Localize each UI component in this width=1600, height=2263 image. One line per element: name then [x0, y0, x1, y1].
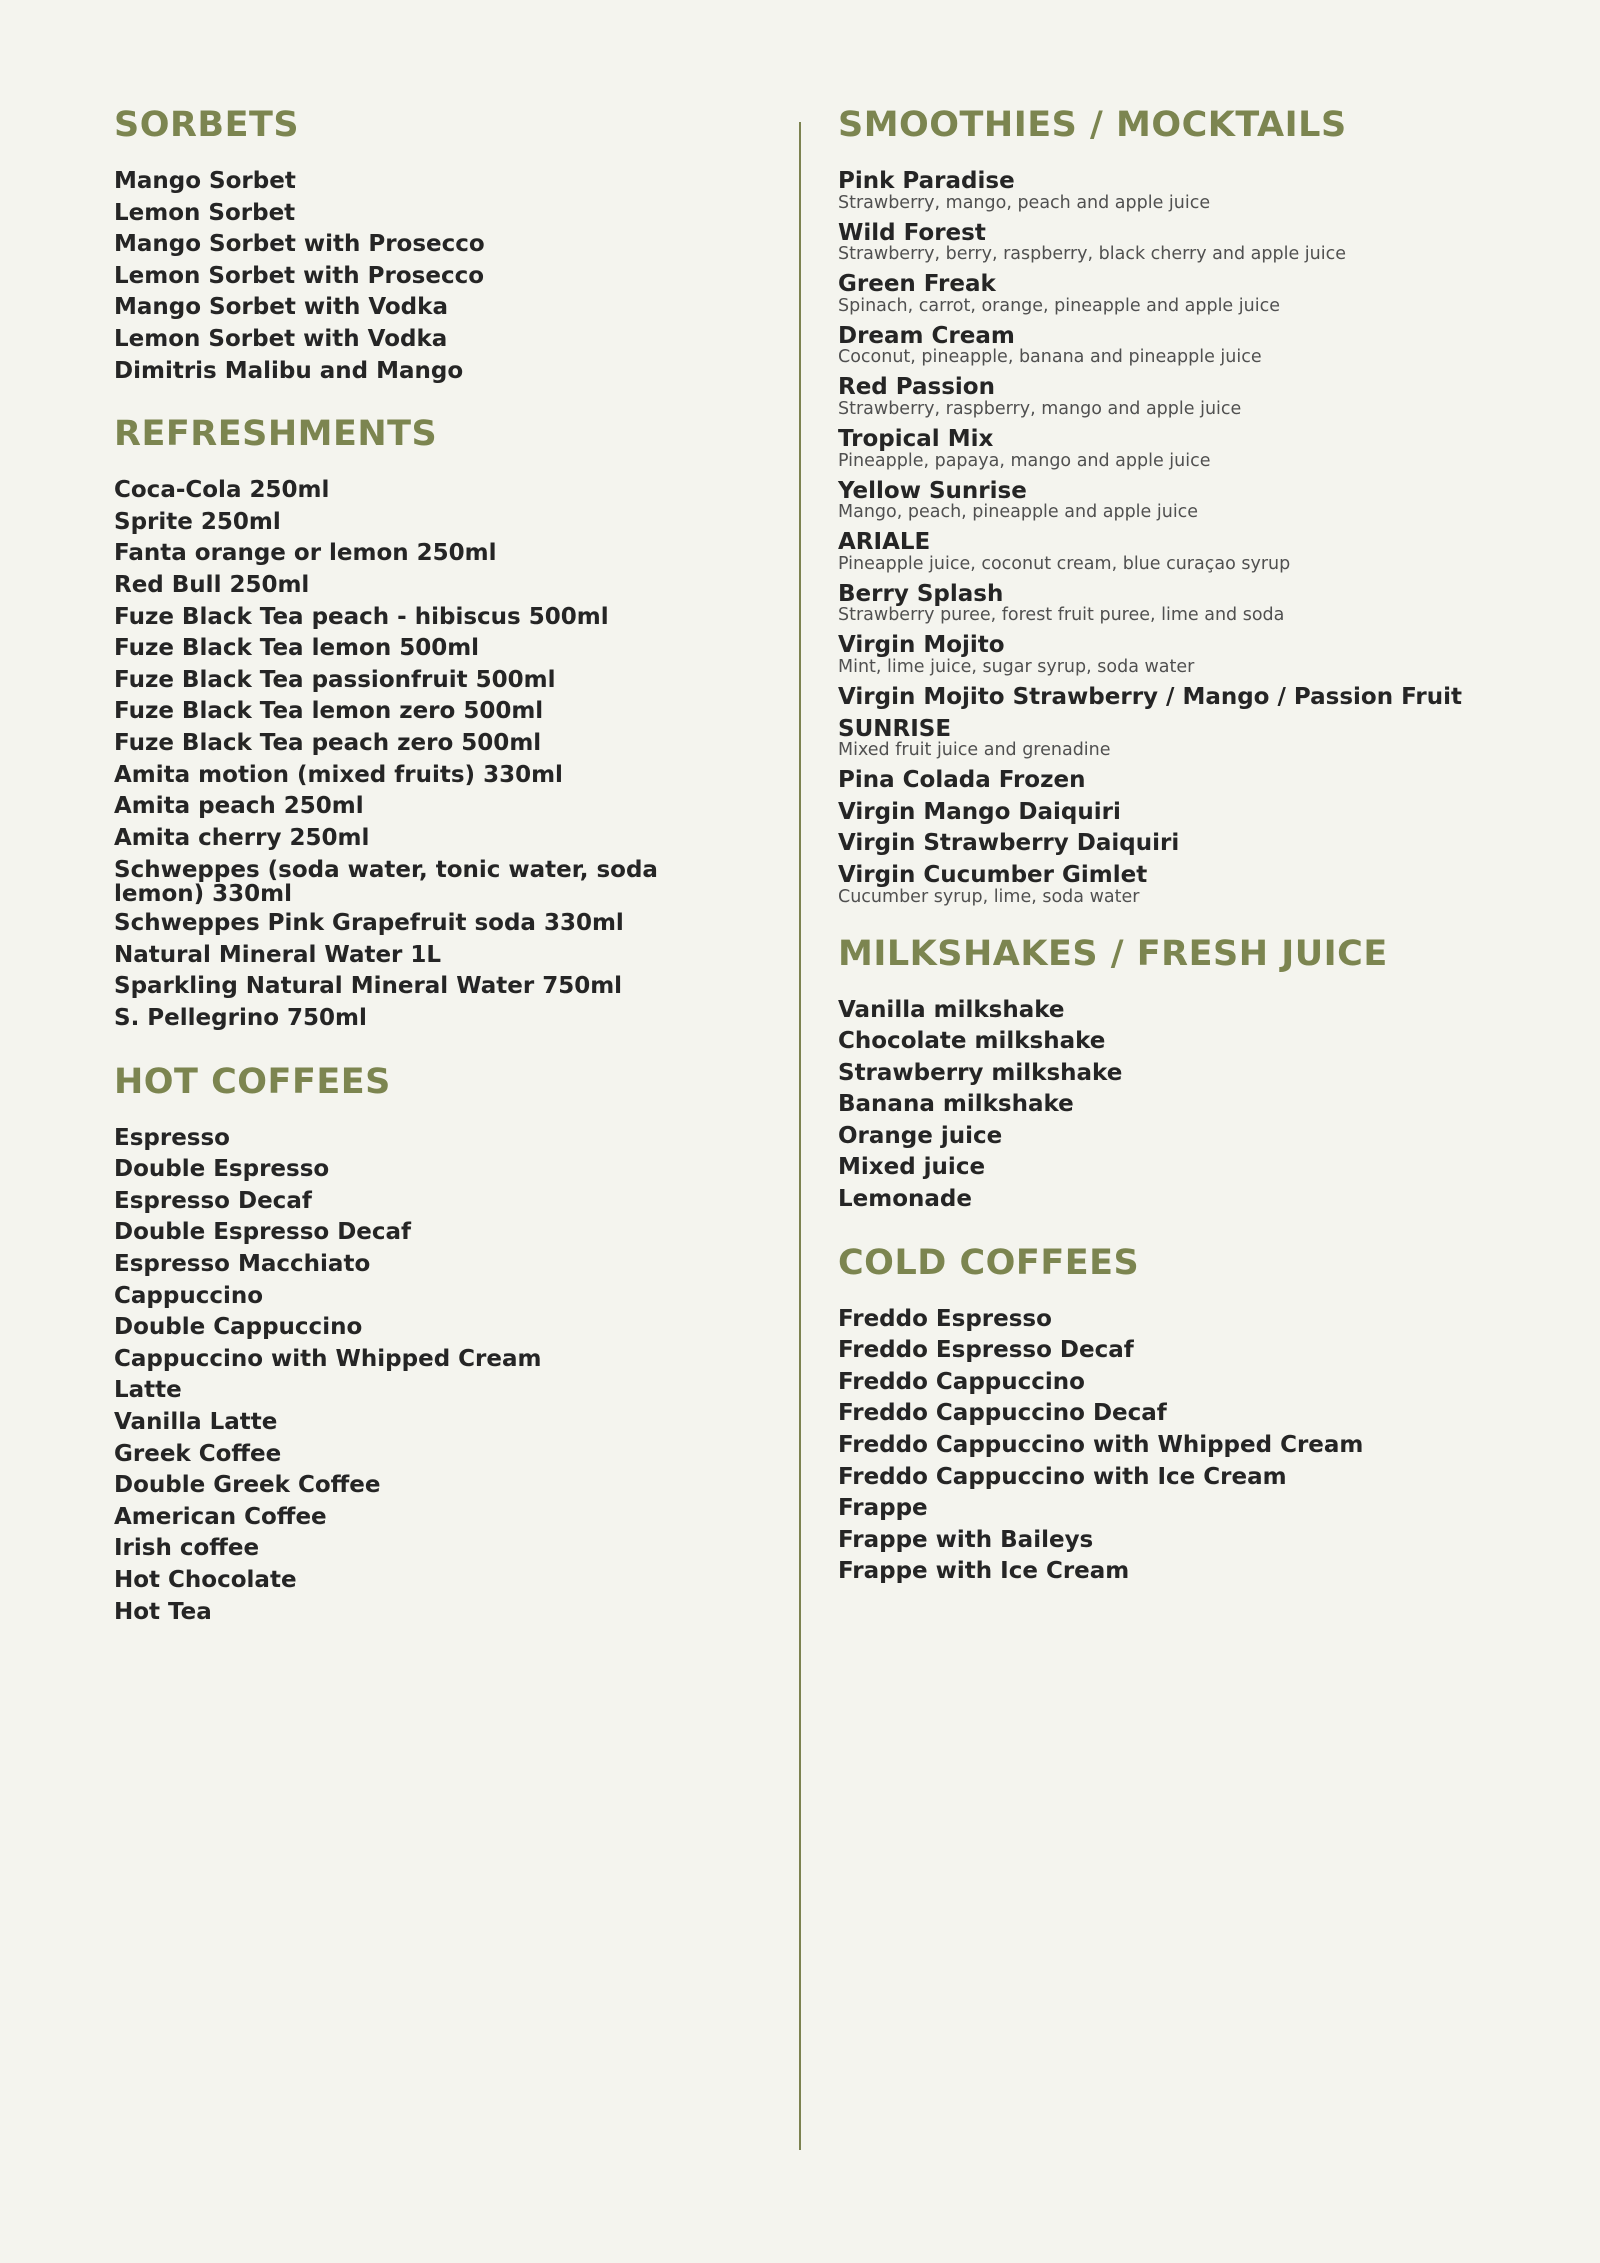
- menu-item-name: Red Passion: [838, 374, 995, 401]
- smoothies-title: SMOOTHIES / MOCKTAILS: [838, 105, 1347, 145]
- refreshments-section: [114, 409, 694, 1035]
- menu-item-name: Freddo Cappuccino with Ice Cream: [838, 1463, 1287, 1490]
- milkshakes-title: MILKSHAKES / FRESH JUICE: [838, 933, 1388, 974]
- menu-item-name: Freddo Cappuccino with Whipped Cream: [838, 1432, 1364, 1459]
- left-column: [114, 100, 694, 1650]
- menu-item-name: Dream Cream: [838, 322, 1015, 349]
- menu-item-description: Strawberry, raspberry, mango and apple juice: [838, 398, 1242, 419]
- menu-item-name: Amita peach 250ml: [114, 793, 364, 820]
- menu-item-description: Strawberry, mango, peach and apple juice: [838, 192, 1211, 213]
- menu-item-name: Schweppes (soda water, tonic water, soda lemon) 330ml: [114, 857, 658, 908]
- column-divider: [799, 122, 801, 2150]
- hot-coffees-title: HOT COFFEES: [114, 1061, 391, 1102]
- cold-coffees-title: COLD COFFEES: [838, 1242, 1140, 1283]
- menu-item-description: Coconut, pineapple, banana and pineapple juice: [838, 347, 1262, 368]
- menu-item-name: Hot Chocolate: [114, 1566, 297, 1593]
- menu-item-description: Strawberry puree, forest fruit puree, lime and soda: [838, 605, 1285, 626]
- hot-coffees-section: [114, 1057, 694, 1629]
- menu-item-name: Tropical Mix: [838, 425, 994, 452]
- refreshments-title: REFRESHMENTS: [114, 414, 438, 455]
- menu-item-name: Pink Paradise: [838, 168, 1015, 194]
- menu-item-name: Espresso Macchiato: [114, 1251, 371, 1278]
- menu-item-name: Freddo Cappuccino: [838, 1368, 1085, 1395]
- menu-item-name: Hot Tea: [114, 1598, 212, 1625]
- menu-item-description: Pineapple, papaya, mango and apple juice: [838, 450, 1211, 471]
- menu-item-name: Amita cherry 250ml: [114, 824, 370, 851]
- menu-item-name: Fuze Black Tea lemon 500ml: [114, 635, 480, 662]
- menu-item-name: Freddo Espresso Decaf: [838, 1337, 1134, 1364]
- menu-item-name: Virgin Strawberry Daiquiri: [838, 830, 1180, 857]
- menu-item-name: Vanilla Latte: [114, 1409, 278, 1435]
- menu-item-name: Sprite 250ml: [114, 508, 281, 535]
- menu-item-name: S. Pellegrino 750ml: [114, 1005, 367, 1032]
- refreshments-list: [114, 475, 694, 1035]
- menu-item-description: Mint, lime juice, sugar syrup, soda water: [838, 656, 1195, 677]
- menu-item-name: American Coffee: [114, 1503, 327, 1530]
- menu-item-name: Yellow Sunrise: [838, 477, 1027, 504]
- smoothies-section: [838, 100, 1538, 907]
- menu-item-name: Virgin Cucumber Gimlet: [838, 861, 1148, 888]
- menu-item-name: Double Espresso Decaf: [114, 1219, 412, 1246]
- milkshakes-section: [838, 929, 1538, 1216]
- menu-item-name: Fuze Black Tea passionfruit 500ml: [114, 666, 556, 693]
- milkshakes-list: [838, 995, 1538, 1216]
- menu-item-name: Mixed juice: [838, 1154, 986, 1181]
- menu-item-name: Lemonade: [838, 1186, 972, 1213]
- sorbets-list: [114, 166, 694, 387]
- menu-item-name: Lemon Sorbet: [114, 199, 296, 226]
- menu-item-name: Strawberry milkshake: [838, 1059, 1123, 1086]
- menu-item-name: Lemon Sorbet with Prosecco: [114, 262, 485, 289]
- menu-item-name: Frappe with Baileys: [838, 1526, 1094, 1553]
- menu-item-name: Irish coffee: [114, 1535, 260, 1562]
- menu-item-name: Frappe: [838, 1495, 928, 1522]
- menu-item-description: Mango, peach, pineapple and apple juice: [838, 502, 1199, 523]
- menu-item-name: Orange juice: [838, 1122, 1003, 1149]
- menu-item-name: SUNRISE: [838, 715, 952, 742]
- sorbets-title: SORBETS: [114, 105, 300, 145]
- cold-coffees-section: [838, 1238, 1538, 1588]
- menu-item-name: Red Bull 250ml: [114, 571, 310, 598]
- menu-item-name: Latte: [114, 1377, 182, 1404]
- menu-item-name: Espresso Decaf: [114, 1187, 312, 1214]
- menu-item-name: Double Greek Coffee: [114, 1472, 381, 1499]
- menu-item-name: Natural Mineral Water 1L: [114, 941, 442, 968]
- menu-item-name: Virgin Mojito Strawberry / Mango / Passion Fruit: [838, 683, 1462, 710]
- menu-item-name: Mango Sorbet with Prosecco: [114, 231, 485, 258]
- menu-item-name: Double Espresso: [114, 1156, 330, 1183]
- menu-item-name: Virgin Mango Daiquiri: [838, 798, 1121, 825]
- menu-item-description: Spinach, carrot, orange, pineapple and apple juice: [838, 295, 1280, 316]
- menu-item-name: Frappe with Ice Cream: [838, 1558, 1130, 1585]
- smoothies-list: [838, 166, 1538, 907]
- menu-item-name: Green Freak: [838, 271, 996, 298]
- menu-item-name: Mango Sorbet: [114, 168, 296, 194]
- menu-item-name: Sparkling Natural Mineral Water 750ml: [114, 973, 623, 1000]
- menu-item-name: Lemon Sorbet with Vodka: [114, 325, 448, 352]
- menu-item-name: Greek Coffee: [114, 1440, 282, 1467]
- hot-coffees-list: [114, 1123, 694, 1629]
- menu-item-name: Fanta orange or lemon 250ml: [114, 540, 497, 567]
- menu-item-name: Freddo Cappuccino Decaf: [838, 1400, 1167, 1427]
- cold-coffees-list: [838, 1304, 1538, 1588]
- menu-item-name: Freddo Espresso: [838, 1305, 1052, 1332]
- menu-item-name: Cappuccino: [114, 1282, 264, 1309]
- menu-item-name: Double Cappuccino: [114, 1314, 363, 1341]
- menu-item-description: Mixed fruit juice and grenadine: [838, 740, 1111, 761]
- menu-item-name: Chocolate milkshake: [838, 1028, 1106, 1055]
- menu-item-name: Cappuccino with Whipped Cream: [114, 1345, 542, 1372]
- menu-item-name: Espresso: [114, 1124, 230, 1151]
- menu-item-name: Mango Sorbet with Vodka: [114, 294, 448, 321]
- right-column: [838, 100, 1538, 1610]
- menu-item-name: Wild Forest: [838, 219, 986, 246]
- menu-item-name: Berry Splash: [838, 580, 1004, 607]
- menu-item-name: ARIALE: [838, 529, 931, 556]
- menu-item-name: Fuze Black Tea peach - hibiscus 500ml: [114, 603, 609, 630]
- menu-item-name: Schweppes Pink Grapefruit soda 330ml: [114, 910, 624, 937]
- menu-item-name: Virgin Mojito: [838, 632, 1005, 659]
- menu-item-name: Dimitris Malibu and Mango: [114, 357, 464, 384]
- menu-item-name: Amita motion (mixed fruits) 330ml: [114, 761, 563, 788]
- menu-item-name: Fuze Black Tea peach zero 500ml: [114, 729, 542, 756]
- menu-item-description: Strawberry, berry, raspberry, black cherry and apple juice: [838, 244, 1346, 265]
- menu-item-name: Pina Colada Frozen: [838, 767, 1086, 794]
- menu-item-name: Banana milkshake: [838, 1091, 1074, 1118]
- menu-item-name: Vanilla milkshake: [838, 996, 1065, 1023]
- menu-item-description: Pineapple juice, coconut cream, blue curaçao syrup: [838, 553, 1291, 574]
- menu-item-name: Fuze Black Tea lemon zero 500ml: [114, 698, 544, 725]
- menu-item-description: Cucumber syrup, lime, soda water: [838, 886, 1140, 907]
- menu-item-name: Coca-Cola 250ml: [114, 477, 330, 504]
- sorbets-section: [114, 100, 694, 387]
